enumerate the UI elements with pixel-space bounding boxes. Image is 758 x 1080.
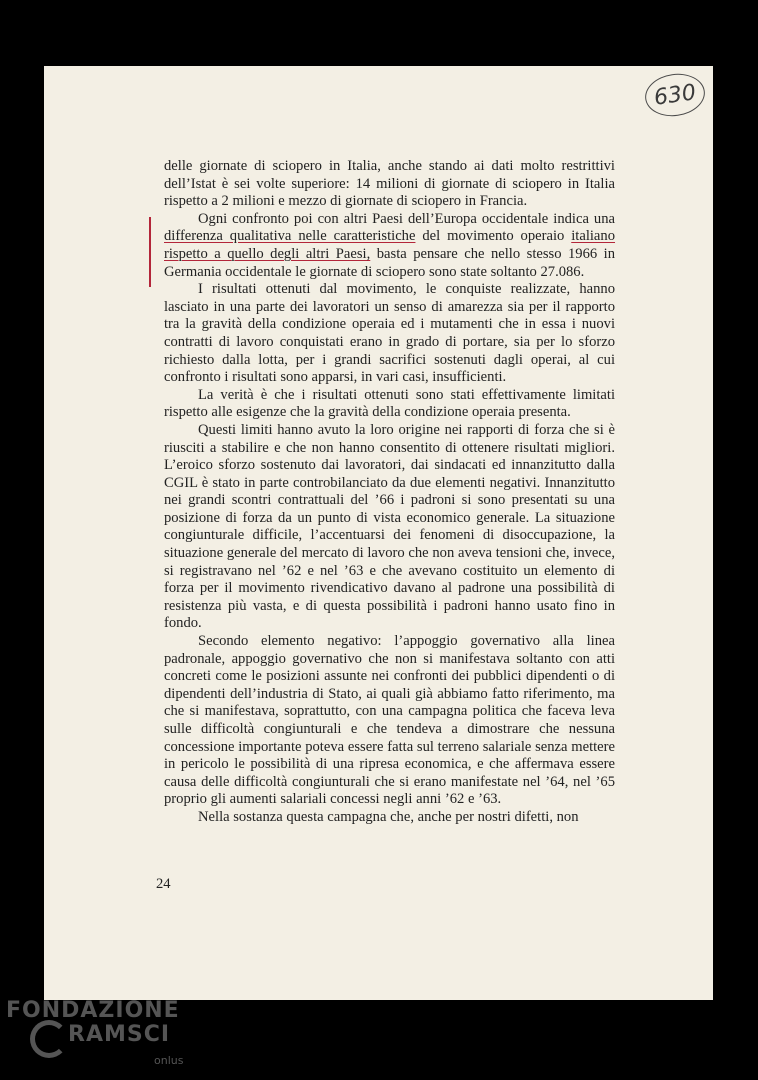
text-run: I risultati ottenuti dal movimento, le conquiste realizzate, hanno lasciato in una parte dei lavoratori un senso di amarezza sia per il rapporto tra la gravità della condizione operaia ed i mutamenti che in essa i nuovi contratti di lavoro conquistati erano in grado di portare, sia per lo sforzo richiesto dalla lotta, per i grandi sacrifici sostenuti dagli operai, al cui confronto i risultati sono apparsi, in vari casi, insufficienti. [164,281,615,386]
text-run: delle giornate di sciopero in Italia, anche stando ai dati molto restrittivi dell’Istat è sei volte superiore: 14 milioni di giornate di sciopero in Italia rispetto a 2 milioni e mezzo di giornate di sciopero in Francia. [164,158,615,210]
paragraph-p6 [164,809,615,827]
margin-annotation-bar [149,217,151,287]
document-page [44,66,713,1000]
paragraph-p5 [164,633,615,809]
text-run: Questi limiti hanno avuto la loro origine nei rapporti di forza che si è riusciti a stabilire e che non hanno consentito di ottenere risultati migliori. L’eroico sforzo sostenuto dai lavoratori, dai sindacati ed innanzitutto dalla CGIL è stato in parte controbilanciato da due elementi negativi. Innanzitutto nei grandi scontri contrattuali del ’66 i padroni si sono presentati su una posizione di forza da un punto di vista economico generale. La situazione congiunturale difficile, l’accentuarsi dei fenomeni di disoccupazione, la situazione generale del mercato di lavoro che non aveva tensioni che, invece, si registravano nel ’62 e nel ’63 e che avevano costituito un elemento di forza per il movimento rivendicativo davano al padrone una possibilità di resistenza più vasta, e di questa possibilità i padroni hanno usato fino in fondo. [164,421,615,632]
text-run: La verità è che i risultati ottenuti sono stati effettivamente limitati rispetto alle esigenze che la gravità della condizione operaia presenta. [164,386,615,421]
body-text [164,158,615,827]
text-run: del movimento operaio [415,228,572,245]
paragraph-p3 [164,387,615,422]
text-run: Nella sostanza questa campagna che, anche per nostri difetti, non [198,808,579,825]
paragraph-p1 [164,211,615,281]
page-number: 24 [156,876,171,892]
paragraph-p0 [164,158,615,211]
logo-text-onlus: onlus [154,1054,184,1067]
paragraph-p2 [164,281,615,387]
paragraph-p4 [164,422,615,633]
underlined-text: differenza qualitativa nelle caratteristiche [164,228,416,245]
underlined-text: italiano rispetto a quello degli altri Paesi, [164,228,616,262]
text-run: Secondo elemento negativo: l’appoggio governativo alla linea padronale, appoggio governativo che non si manifestava soltanto con atti concreti come le posizioni assunte nei confronti dei pubblici dipendenti o di dipendenti dell’industria di Stato, ai quali già abbiamo fatto riferimento, ma che si manifestava, soprattutto, con una campagna politica che faceva leva sulle difficoltà congiunturali e che tendeva a dimostrare che nessuna concessione importante poteva essere fatta sul terreno salariale senza mettere in pericolo le possibilità di una ripresa economica, e che affermava essere causa delle difficoltà congiunturali che si erano manifestate nel ’64, nel ’65 proprio gli aumenti salariali concessi negli anni ’62 e ’63. [164,633,615,808]
logo-text-bottom: RAMSCI [68,1022,171,1047]
handwritten-folio-number: 630 [642,70,707,120]
logo-text-top: FONDAZIONE [6,998,180,1023]
fondazione-gramsci-logo [6,996,196,1076]
text-run: Ogni confronto poi con altri Paesi dell’Europa occidentale indica una [198,210,615,227]
text-run: basta pensare che nello stesso 1966 in Germania occidentale le giornate di sciopero sono state soltanto 27.086. [164,245,615,280]
logo-g-icon [30,1020,68,1058]
